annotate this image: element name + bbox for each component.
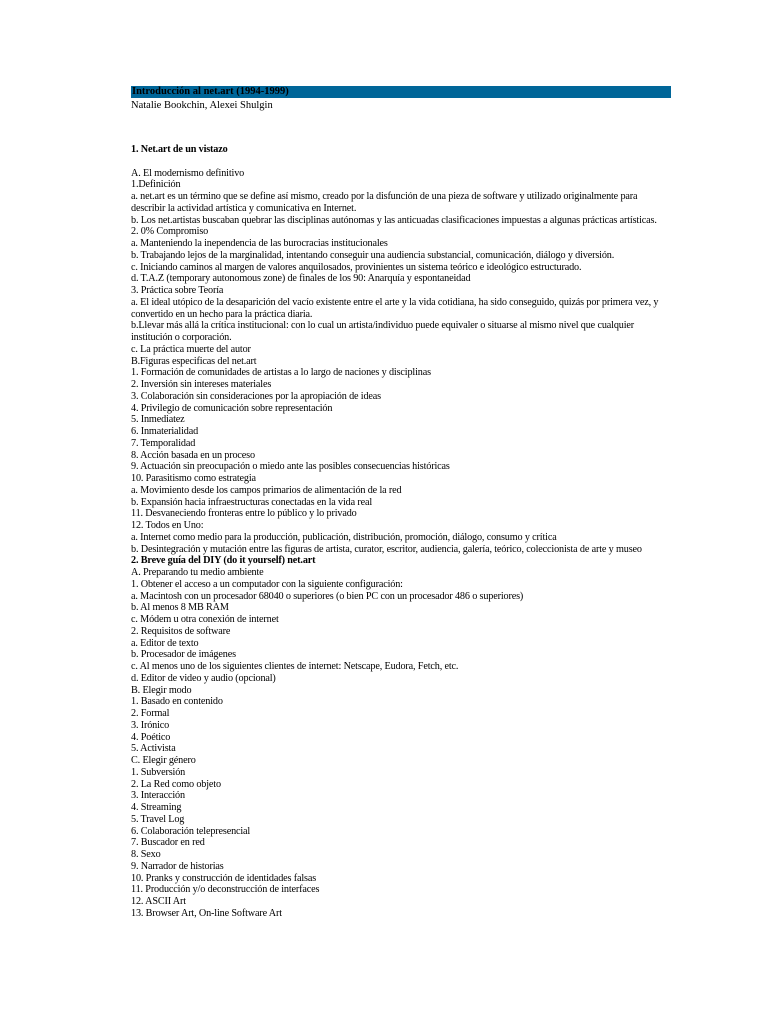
document-line: 4. Streaming [131, 802, 182, 813]
document-line: 10. Parasitismo como estrategia [131, 473, 256, 484]
document-line: 1.Definición [131, 179, 181, 191]
document-line: 8. Sexo [131, 849, 161, 860]
document-line: 11. Producción y/o deconstrucción de interfaces [131, 884, 320, 896]
document-line: C. Elegir género [131, 755, 196, 766]
spacer [131, 112, 671, 144]
document-title: Introducción al net.art (1994-1999) [131, 86, 671, 98]
document-line: d. T.A.Z (temporary autonomous zone) de finales de los 90: Anarquía y espontaneidad [131, 273, 471, 285]
document-line: 1. Obtener el acceso a un computador con la siguiente configuración: [131, 578, 403, 590]
document-line: c. Módem u otra conexión de internet [131, 614, 279, 625]
document-line: 9. Actuación sin preocupación o miedo ante las posibles consecuencias históricas [131, 461, 450, 473]
section-heading: 1. Net.art de un vistazo [131, 144, 228, 155]
document-line: b. Trabajando lejos de la marginalidad, intentando conseguir una audiencia substancial, comunicación, diálogo y diversión. [131, 249, 615, 261]
document-line: b. Procesador de imágenes [131, 649, 236, 661]
document-line: A. Preparando tu medio ambiente [131, 567, 264, 578]
document-body [131, 86, 671, 936]
document-line: 2. La Red como objeto [131, 778, 221, 790]
document-line: 4. Privilegio de comunicación sobre representación [131, 402, 333, 414]
document-line: 1. Subversión [131, 766, 186, 778]
document-line: 11. Desvaneciendo fronteras entre lo público y lo privado [131, 508, 357, 520]
document-line: 7. Temporalidad [131, 437, 196, 449]
document-line: 3. Interacción [131, 790, 185, 802]
document-line: 1. Formación de comunidades de artistas a lo largo de naciones y disciplinas [131, 367, 431, 379]
document-line: a. El ideal utópico de la desaparición del vacío existente entre el arte y la vida cotidiana, ha sido conseguido, quizás por primera vez, y convertido en un hecho para la práctica diaria. [131, 296, 659, 320]
document-line: 4. Poético [131, 731, 171, 743]
document-line: 2. 0% Compromiso [131, 226, 209, 238]
document-line: b.Llevar más allá la crítica institucional: con lo cual un artista/individuo puede equivaler o situarse al mismo nivel que cualquier institución o corporación. [131, 320, 634, 343]
document-line: c. Iniciando caminos al margen de valores anquilosados, provinientes un sistema teórico e ideológico estructurado. [131, 261, 582, 273]
document-line: 2. Formal [131, 708, 170, 719]
document-line: c. Al menos uno de los siguientes clientes de internet: Netscape, Eudora, Fetch, etc. [131, 661, 459, 672]
document-line: 1. Basado en contenido [131, 696, 223, 708]
document-line: a. Macintosh con un procesador 68040 o superiores (o bien PC con un procesador 486 o superiores) [131, 590, 524, 602]
document-line: 3. Colaboración sin consideraciones por la apropiación de ideas [131, 390, 381, 402]
document-line: 6. Colaboración telepresencial [131, 825, 251, 837]
document-line: B. Elegir modo [131, 684, 192, 696]
document-line: a. Manteniendo la inependencia de las burocracias institucionales [131, 238, 388, 249]
document-line: 2. Requisitos de software [131, 625, 231, 637]
document-line: a. Editor de texto [131, 637, 199, 649]
document-line: B.Figuras especificas del net.art [131, 355, 257, 367]
document-line: 5. Inmediatez [131, 414, 185, 426]
document-lines [131, 144, 671, 920]
document-line: 7. Buscador en red [131, 837, 205, 849]
document-line: 9. Narrador de historias [131, 860, 224, 872]
document-line: 8. Acción basada en un proceso [131, 449, 255, 461]
document-line: 12. Todos en Uno: [131, 520, 204, 531]
document-line: b. Expansión hacia infraestructuras conectadas en la vida real [131, 496, 373, 508]
document-line: 6. Inmaterialidad [131, 426, 199, 437]
document-line: A. El modernismo definitivo [131, 167, 245, 179]
document-line: 13. Browser Art, On-line Software Art [131, 907, 282, 919]
document-line: 3. Irónico [131, 719, 170, 731]
document-line: 5. Travel Log [131, 813, 185, 825]
document-line: b. Al menos 8 MB RAM [131, 602, 229, 614]
document-line: b. Desintegración y mutación entre las figuras de artista, curator, escritor, audiencia, galería, teórico, coleccionista de arte y museo [131, 543, 642, 555]
document-line: 5. Activista [131, 743, 176, 755]
document-line: d. Editor de video y audio (opcional) [131, 672, 276, 684]
document-line: c. La práctica muerte del autor [131, 343, 251, 355]
document-line: b. Los net.artistas buscaban quebrar las disciplinas autónomas y las anticuadas clasificaciones impuestas a algunas prácticas artísticas. [131, 214, 657, 226]
document-line: 2. Inversión sin intereses materiales [131, 379, 272, 390]
document-line: a. Internet como medio para la producción, publicación, distribución, promoción, diálogo, consumo y crítica [131, 531, 557, 543]
section-heading: 2. Breve guía del DIY (do it yourself) net.art [131, 555, 316, 567]
document-line: 12. ASCII Art [131, 896, 186, 907]
document-line: a. Movimiento desde los campos primarios de alimentación de la red [131, 484, 402, 496]
document-line: 3. Práctica sobre Teoría [131, 285, 224, 296]
document-line: a. net.art es un término que se define así mismo, creado por la disfunción de una pieza de software y utilizado originalmente para describir la actividad artística y comunicativa en Internet. [131, 191, 638, 214]
document-authors: Natalie Bookchin, Alexei Shulgin [131, 100, 273, 111]
document-line: 10. Pranks y construcción de identidades falsas [131, 872, 317, 884]
